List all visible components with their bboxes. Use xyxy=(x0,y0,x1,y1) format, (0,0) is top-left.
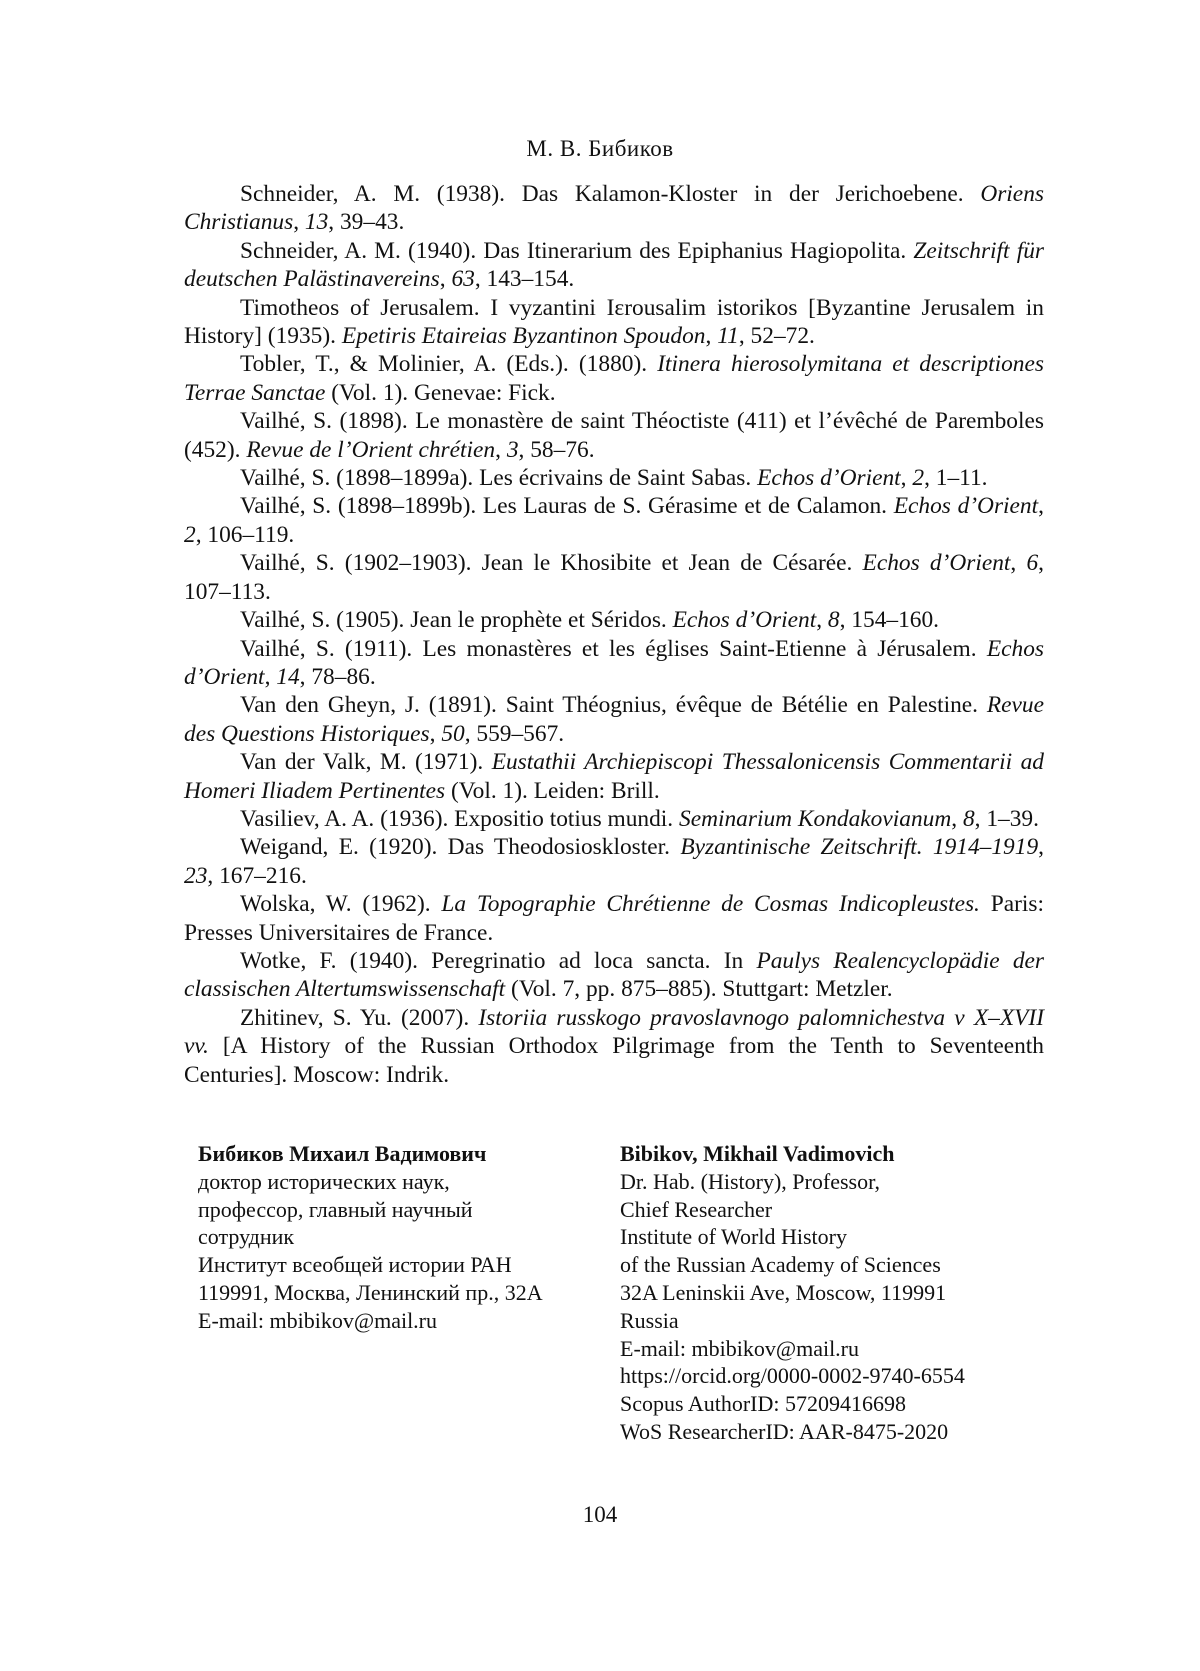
reference-italic-text: 2 xyxy=(912,465,925,492)
reference-text: , xyxy=(951,805,963,832)
reference-italic-text: Echos d’Orient xyxy=(757,465,901,492)
author-line-ru: Институт всеобщей истории РАН xyxy=(198,1252,512,1278)
reference-entry xyxy=(184,635,1044,692)
reference-entry xyxy=(184,890,1044,947)
reference-italic-text: 23 xyxy=(184,862,208,889)
author-info-english xyxy=(620,1140,1040,1446)
author-line-en: of the Russian Academy of Sciences xyxy=(620,1252,941,1278)
reference-entry xyxy=(184,691,1044,748)
reference-italic-text: 8 xyxy=(827,607,840,634)
reference-entry xyxy=(184,492,1044,549)
reference-text: , 1–39. xyxy=(974,805,1039,832)
reference-text: , xyxy=(1010,550,1027,577)
reference-text: [A History of the Russian Orthodox Pilgrimage from the Tenth to Seventeenth Centuries]. Moscow: Indrik. xyxy=(184,1033,1044,1088)
reference-italic-text: Istoriia russkogo pravoslavnogo palomnichestva v X–XVII vv. xyxy=(184,1004,1044,1060)
reference-text: , 107–113. xyxy=(184,550,1044,605)
reference-text: , xyxy=(816,607,828,634)
author-line-ru: E-mail: mbibikov@mail.ru xyxy=(198,1307,438,1333)
reference-entry xyxy=(184,549,1044,606)
reference-text: Vailhé, S. (1902–1903). Jean le Khosibite et Jean de Césarée. xyxy=(240,550,863,577)
reference-text: Wotke, F. (1940). Peregrinatio ad loca sancta. In xyxy=(240,947,757,974)
reference-text: Schneider, A. M. (1940). Das Itinerarium des Epiphanius Hagiopolita. xyxy=(240,237,914,264)
reference-italic-text: Echos d’Orient xyxy=(862,550,1011,577)
reference-text: Zhitinev, S. Yu. (2007). xyxy=(240,1004,479,1031)
reference-entry xyxy=(184,407,1044,464)
reference-entry xyxy=(184,748,1044,805)
reference-italic-text: 14 xyxy=(276,663,300,690)
reference-italic-text: 11 xyxy=(717,323,739,350)
reference-text: , xyxy=(293,209,305,236)
reference-italic-text: Echos d’Orient xyxy=(184,635,1044,690)
reference-entry xyxy=(184,947,1044,1004)
reference-text: (Vol. 7, pp. 875–885). Stuttgart: Metzler. xyxy=(505,976,893,1003)
reference-text: , 154–160. xyxy=(839,607,940,634)
reference-entry xyxy=(184,833,1044,890)
reference-text: Van den Gheyn, J. (1891). Saint Théognius, évêque de Bétélie en Palestine. xyxy=(240,692,987,719)
author-name-ru: Бибиков Михаил Вадимович xyxy=(198,1141,487,1166)
reference-text: , 58–76. xyxy=(518,436,595,463)
reference-text: Wolska, W. (1962). xyxy=(240,891,442,918)
reference-text: , 106–119. xyxy=(195,521,295,548)
reference-entry xyxy=(184,1004,1044,1089)
reference-text: , xyxy=(429,720,442,747)
author-line-ru: сотрудник xyxy=(198,1224,295,1250)
author-line-en: E-mail: mbibikov@mail.ru xyxy=(620,1335,860,1361)
reference-entry xyxy=(184,606,1044,634)
reference-italic-text: La Topographie Chrétienne de Cosmas Indicopleustes. xyxy=(441,891,980,918)
reference-text: , 167–216. xyxy=(207,862,307,889)
reference-text: , xyxy=(705,323,718,350)
reference-text: , xyxy=(1038,834,1044,861)
reference-text: Schneider, A. M. (1938). Das Kalamon-Kloster in der Jerichoebene. xyxy=(240,181,981,207)
author-line-ru: 119991, Москва, Ленинский пр., 32А xyxy=(198,1279,543,1305)
author-line-en: Russia xyxy=(620,1307,679,1333)
reference-text: Vailhé, S. (1898–1899a). Les écrivains de Saint Sabas. xyxy=(240,465,758,492)
reference-italic-text: 8 xyxy=(962,805,975,832)
reference-text: , 78–86. xyxy=(299,663,376,690)
author-line-en: Dr. Hab. (History), Professor, xyxy=(620,1168,881,1194)
reference-text: Vasiliev, A. A. (1936). Expositio totius mundi. xyxy=(240,805,680,832)
reference-text: (Vol. 1). Genevae: Fick. xyxy=(325,379,556,406)
reference-text: Timotheos of Jerusalem. I vyzantini Iɛrousalim istorikos [Byzantine Jerusalem in History] (1935). xyxy=(184,294,1044,350)
reference-text: Vailhé, S. (1911). Les monastères et les églises Saint-Etienne à Jérusalem. xyxy=(240,635,987,662)
running-head: М. В. Бибиков xyxy=(526,136,674,161)
reference-text: , 52–72. xyxy=(738,323,815,350)
reference-italic-text: 63 xyxy=(451,266,475,293)
reference-italic-text: Revue des Questions Historiques xyxy=(184,692,1044,747)
reference-italic-text: Seminarium Kondakovianum xyxy=(679,805,952,832)
author-line-en: Chief Researcher xyxy=(620,1196,773,1222)
reference-text: Vailhé, S. (1898–1899b). Les Lauras de S. Gérasime et de Calamon. xyxy=(240,493,894,520)
author-info-russian xyxy=(198,1140,598,1335)
reference-text: Tobler, T., & Molinier, A. (Eds.). (1880). xyxy=(240,351,658,378)
reference-text: , xyxy=(1038,493,1044,520)
reference-italic-text: Paulys Realencyclopädie der classischen Altertumswissenschaft xyxy=(184,947,1044,1003)
reference-italic-text: 2 xyxy=(184,521,196,548)
reference-entry xyxy=(184,805,1044,833)
reference-italic-text: Epetiris Etaireias Byzantinon Spoudon xyxy=(341,323,706,350)
reference-entry xyxy=(184,294,1044,351)
reference-entry xyxy=(184,464,1044,492)
reference-italic-text: 13 xyxy=(304,209,329,236)
reference-entry xyxy=(184,180,1044,237)
reference-italic-text: 6 xyxy=(1026,550,1039,577)
author-line-en: 32A Leninskii Ave, Moscow, 119991 xyxy=(620,1279,947,1305)
reference-list xyxy=(184,180,1044,1089)
reference-italic-text: Itinera hierosolymitana et descriptiones Terrae Sanctae xyxy=(184,351,1044,406)
reference-italic-text: 50 xyxy=(441,720,465,747)
reference-italic-text: Zeitschrift für deutschen Palästinavereins xyxy=(184,237,1045,293)
reference-text: , xyxy=(439,266,452,293)
reference-italic-text: Oriens Christianus xyxy=(184,181,1044,236)
reference-entry xyxy=(184,350,1044,407)
reference-text: Weigand, E. (1920). Das Theodosioskloster. xyxy=(240,834,681,861)
reference-text: Vailhé, S. (1905). Jean le prophète et Séridos. xyxy=(240,607,673,634)
reference-text: , 1–11. xyxy=(924,465,988,492)
reference-text: , xyxy=(264,663,277,690)
author-line-en: Scopus AuthorID: 57209416698 xyxy=(620,1391,906,1417)
author-line-en: https://orcid.org/0000-0002-9740-6554 xyxy=(620,1363,965,1389)
reference-italic-text: Echos d’Orient xyxy=(672,607,817,634)
reference-italic-text: Revue de l’Orient chrétien xyxy=(246,436,496,463)
reference-italic-text: Eustathii Archiepiscopi Thessalonicensis Commentarii ad Homeri Iliadem Pertinentes xyxy=(184,749,1044,804)
reference-text: , 143–154. xyxy=(474,266,575,293)
page-number: 104 xyxy=(582,1502,618,1527)
reference-text: Van der Valk, M. (1971). xyxy=(240,749,492,776)
author-line-ru: профессор, главный научный xyxy=(198,1196,473,1222)
reference-text: Vailhé, S. (1898). Le monastère de saint Théoctiste (411) et l’évêché de Paremboles (452). xyxy=(184,408,1044,463)
reference-text: , xyxy=(495,436,507,463)
reference-text: , xyxy=(900,465,913,492)
reference-text: (Vol. 1). Leiden: Brill. xyxy=(445,777,660,804)
reference-italic-text: Echos d’Orient xyxy=(893,493,1039,520)
author-line-ru: доктор исторических наук, xyxy=(198,1168,450,1194)
reference-italic-text: 3 xyxy=(506,436,519,463)
author-line-en: Institute of World History xyxy=(620,1224,847,1250)
author-name-en: Bibikov, Mikhail Vadimovich xyxy=(620,1141,895,1166)
author-line-en: WoS ResearcherID: AAR-8475-2020 xyxy=(620,1418,949,1444)
reference-italic-text: Byzantinische Zeitschrift. 1914–1919 xyxy=(680,834,1039,861)
reference-text: , 39–43. xyxy=(328,209,405,236)
reference-text: Paris: Presses Universitaires de France. xyxy=(184,891,1044,946)
reference-text: , 559–567. xyxy=(464,720,565,747)
reference-entry xyxy=(184,237,1044,294)
